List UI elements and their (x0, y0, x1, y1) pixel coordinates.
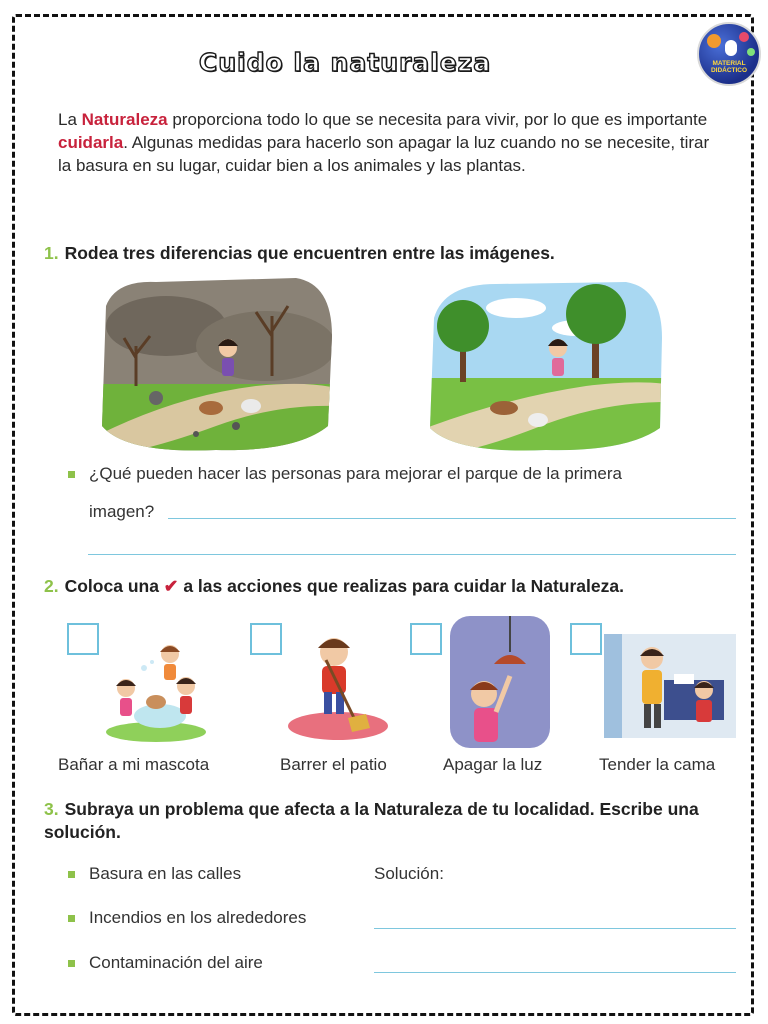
q1-sub-question (68, 464, 622, 484)
intro-highlight-cuidarla: cuidarla (58, 133, 124, 152)
question-number: 1. (44, 243, 59, 263)
answer-line[interactable] (168, 518, 736, 519)
question-3 (44, 798, 744, 844)
question-text: Rodea tres diferencias que encuentren entre las imágenes. (64, 243, 555, 263)
problem-text: Incendios en los alrededores (89, 908, 307, 927)
question-number: 2. (44, 576, 59, 596)
clean-park-image[interactable] (426, 278, 666, 454)
question-number: 3. (44, 799, 59, 819)
bullet-square-icon (68, 915, 75, 922)
checkbox-barrer-patio[interactable] (250, 623, 282, 655)
solution-label: Solución: (374, 864, 444, 883)
checkbox-banar-mascota[interactable] (67, 623, 99, 655)
action-label: Apagar la luz (443, 755, 543, 774)
q1-sub-text: ¿Qué pueden hacer las personas para mejorar el parque de la primera (89, 464, 622, 483)
solution-line[interactable] (374, 928, 736, 929)
intro-text: La (58, 110, 82, 129)
intro-text: . Algunas medidas para hacerlo son apagar la luz cuando no se necesite, tirar la basura en su lugar, cuidar bien a los animales y las plantas. (58, 133, 710, 175)
turning-off-light-image (450, 616, 550, 748)
making-bed-image (604, 628, 736, 746)
question-1 (44, 243, 555, 264)
bathing-pet-image (104, 638, 208, 744)
problem-item[interactable] (68, 864, 241, 884)
polluted-park-image[interactable] (96, 276, 336, 454)
question-text: Coloca una (64, 576, 164, 596)
question-text: Subraya un problema que afecta a la Naturaleza de tu localidad. Escribe una solución. (44, 799, 699, 842)
intro-text: proporciona todo lo que se necesita para vivir, por lo que es importante (167, 110, 708, 129)
solution-line[interactable] (374, 972, 736, 973)
intro-highlight-naturaleza: Naturaleza (81, 110, 168, 129)
checkbox-tender-cama[interactable] (570, 623, 602, 655)
problem-text: Contaminación del aire (89, 953, 263, 972)
question-text: a las acciones que realizas para cuidar la Naturaleza. (178, 576, 624, 596)
action-label: Bañar a mi mascota (58, 755, 210, 774)
page-title: Cuido la naturaleza (198, 48, 492, 77)
bullet-square-icon (68, 871, 75, 878)
checkmark-icon: ✔ (163, 576, 179, 596)
sweeping-patio-image (286, 630, 390, 744)
checkbox-apagar-luz[interactable] (410, 623, 442, 655)
bullet-square-icon (68, 471, 75, 478)
action-label: Tender la cama (599, 755, 716, 774)
question-2 (44, 576, 624, 597)
problem-item[interactable] (68, 953, 263, 973)
intro-paragraph (58, 108, 718, 177)
answer-line[interactable] (88, 554, 736, 555)
logo-text: MATERIAL DIDÁCTICO (710, 60, 748, 74)
bullet-square-icon (68, 960, 75, 967)
problem-text: Basura en las calles (89, 864, 242, 883)
action-label: Barrer el patio (280, 755, 387, 774)
material-didactico-logo (697, 22, 761, 86)
problem-item[interactable] (68, 908, 306, 928)
q1-sub-question-cont: imagen? (89, 502, 155, 521)
